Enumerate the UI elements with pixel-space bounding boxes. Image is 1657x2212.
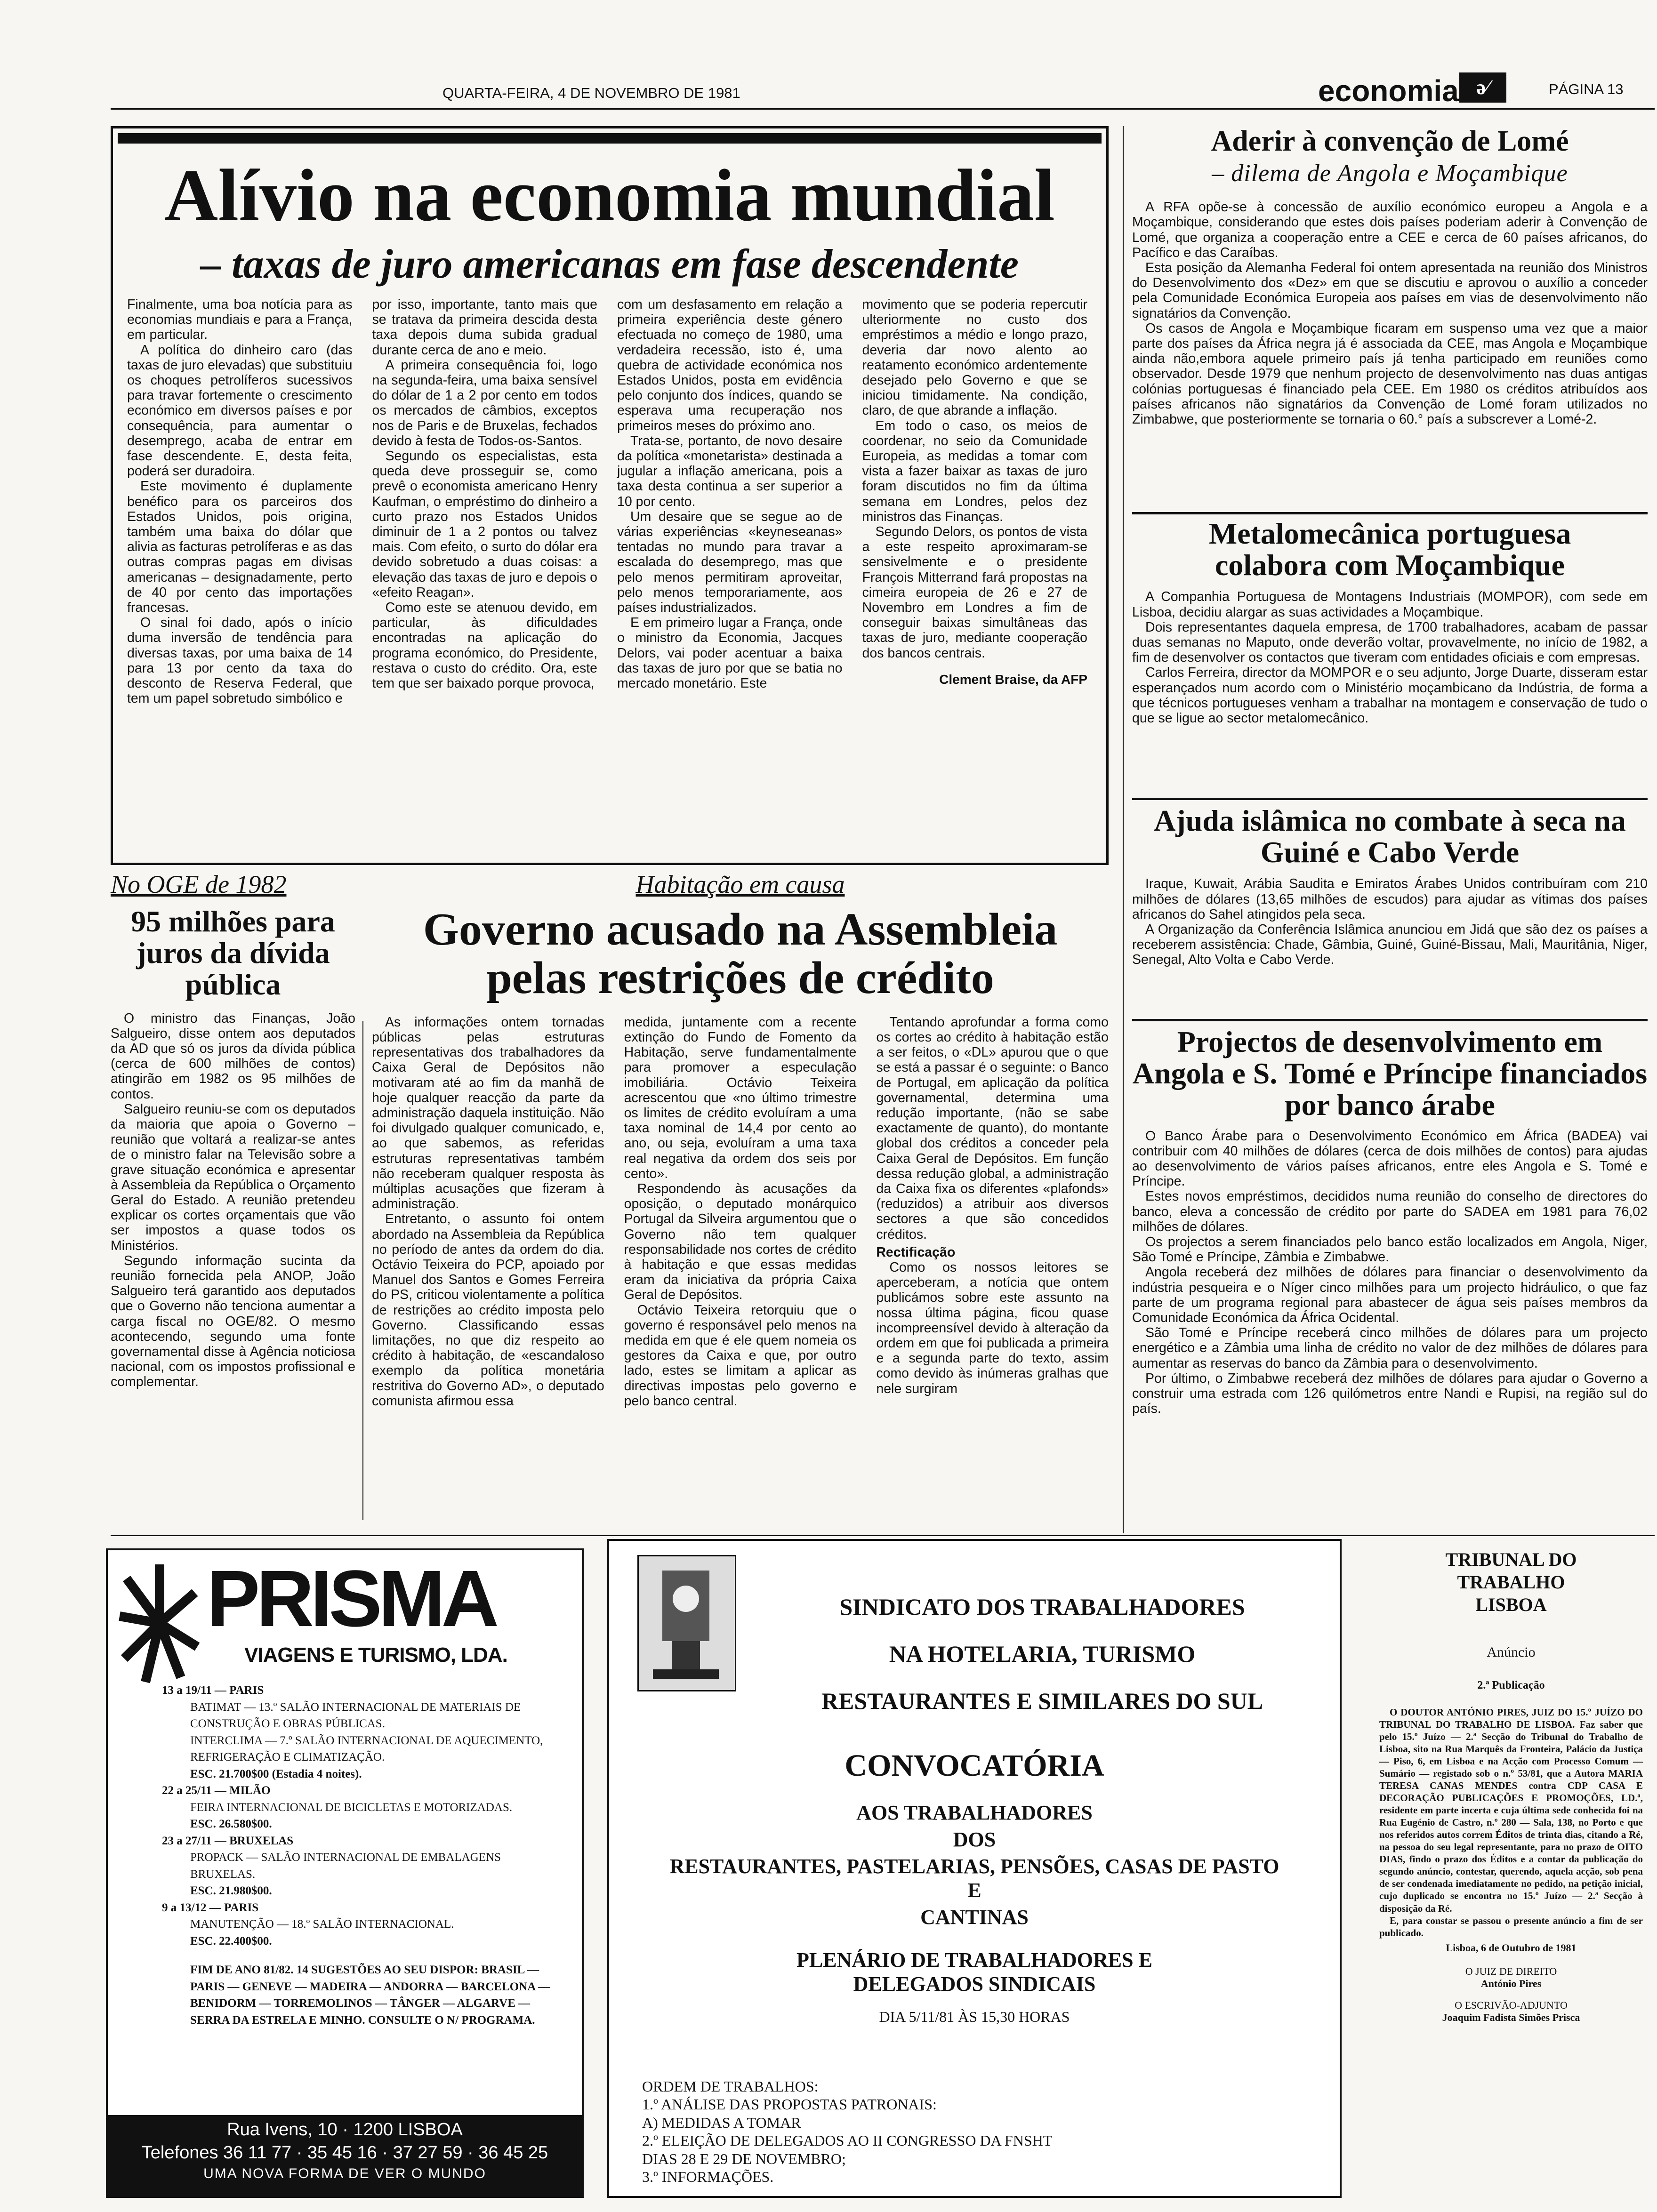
lome-p: A RFA opõe-se à concessão de auxílio económico europeu a Angola e a Moçambique, considerando que estes dois países poderiam aderir à Convenção de Lomé, que organiza a cooperação entre a CEE e cerca de 60 países africanos, do Pacífico e das Caraíbas. — [1132, 200, 1648, 260]
islamica-p: Iraque, Kuwait, Arábia Saudita e Emiratos Árabes Unidos contribuíram com 210 milhões de dólares (13,65 milhões de escudos) para ajudar as vítimas dos países africanos do Sahel atingidos pela seca. — [1132, 876, 1648, 922]
sindicato-head2: NA HOTELARIA, TURISMO — [889, 1641, 1196, 1667]
metalo-title: Metalomecânica portuguesa colabora com Moçambique — [1208, 517, 1571, 582]
habitacao-p: Tentando aprofundar a forma como os cortes ao crédito à habitação estão a ser feitos, o «DL» apurou que o que se está a passar é o seguinte: o Banco de Portugal, em aplicação da política governamental, determina uma redução importante, (não se sabe exactamente de quanto), do montante global dos créditos a conceder pela Caixa Geral de Depósitos. Em função dessa redução global, a administração da Caixa fixa os diferentes «plafonds» (reduzidos) a atribuir aos diversos sectores a que são concedidos créditos. — [876, 1014, 1109, 1242]
lead-p: A política do dinheiro caro (das taxas de juro elevadas) que substituiu os choques petrolíferos sucessivos para travar fortemente o crescimento económico em diversos países e por consequência, para aumentar o desemprego, acaba de entrar em fase descendente. E, desta feita, poderá ser duradoira. — [127, 342, 353, 479]
habitacao-col-1 — [372, 1015, 604, 1409]
sectores-list: RESTAURANTES, PASTELARIAS, PENSÕES, CASAS DE PASTO — [669, 1855, 1279, 1878]
tribunal-body: O DOUTOR ANTÓNIO PIRES, JUIZ DO 15.º JUÍZO DO TRIBUNAL DO TRABALHO DE LISBOA. Faz saber que pelo 15.º Juízo — 2.ª Secção do Tribunal do Trabalho de Lisboa, sito na Rua Marquês da Fronteira, Palácio da Justiça — Piso, 6, em Lisboa e na Acção com Processo Comum — Sumário — registado sob o n.º 53/81, que a Autora MARIA TERESA CANAS MENDES contra CDP CASA E DECORAÇÃO PUBLICAÇÕES E PROMOÇÕES, LD.ª, residente em parte incerta e cuja última sede conhecida foi na Rua Eugénio de Castro, n.º 280 — Sala, 138, no Porto e que nos referidos autos correm Éditos de trinta dias, citando a Ré, na pessoa do seu legal representante, para no prazo de OITO DIAS, findo o prazo dos Éditos e a contar da publicação do segundo anúncio, contestar, querendo, aquela acção, sob pena de ser condenada imediatamente no pedido, na petição inicial, cujo duplicado se encontra no 15.º Juízo — 2.ª Secção à disposição da Ré. — [1379, 1707, 1643, 1914]
lead-p: movimento que se poderia repercutir ulteriormente no custo dos empréstimos a médio e longo prazo, deveria dar novo alento ao reatamento económico ardentemente desejado pelo Governo e que se iniciou timidamente. Na condição, claro, de que abrande a inflação. — [862, 297, 1087, 418]
projectos-article — [1132, 1026, 1648, 1534]
lead-body — [127, 297, 1087, 706]
ordem-line: ORDEM DE TRABALHOS: — [642, 2078, 819, 2095]
rectificacao-text: Como os nossos leitores se aperceberam, a notícia que ontem publicámos sobre este assunto na nossa última página, ficou quase incompreensível devido à alteração da ordem em que foi publicada a primeira e a segunda parte do texto, assim como devido às inúmeras gralhas que nele surgiram — [876, 1260, 1109, 1396]
divider — [1132, 798, 1648, 800]
tribunal-date: Lisboa, 6 de Outubro de 1981 — [1446, 1941, 1577, 1954]
tribunal-notice — [1379, 1548, 1643, 2198]
oge-kicker: No OGE de 1982 — [111, 870, 287, 898]
sindicato-emblem — [637, 1555, 736, 1691]
islamica-article — [1132, 805, 1648, 1017]
oge-p: Segundo informação sucinta da reunião fornecida pela ANOP, João Salgueiro terá garantido aos deputados que o Governo não tenciona aumentar a carga fiscal no OGE/82. O mesmo acontecendo, segundo uma fonte governamental disse à Agência noticiosa nacional, com os impostos profissional e complementar. — [111, 1253, 355, 1390]
habitacao-col-3 — [876, 1015, 1109, 1409]
oge-p: O ministro das Finanças, João Salgueiro, disse ontem aos deputados da AD que só os juros da dívida pública (cerca de 600 milhões de contos) atingirão em 1982 os 95 milhões de contos. — [111, 1010, 355, 1102]
right-column-rule — [1123, 126, 1124, 1533]
prisma-line: ESC. 22.400$00. — [190, 1934, 272, 1948]
projectos-p: O Banco Árabe para o Desenvolvimento Económico em África (BADEA) vai contribuir com 40 milhões de dólares (cerca de dois milhões de contos) para ajudas ao desenvolvimento de vários países africanos, entre eles Angola e S. Tomé e Príncipe. — [1132, 1128, 1648, 1189]
prisma-footer — [108, 2115, 582, 2196]
prisma-phones: Telefones 36 11 77 · 35 45 16 · 37 27 59 · 36 45 25 — [141, 2143, 548, 2163]
lome-subtitle: – dilema de Angola e Moçambique — [1212, 160, 1568, 187]
islamica-title: Ajuda islâmica no combate à seca na Guiné e Cabo Verde — [1154, 804, 1626, 869]
lome-article — [1132, 126, 1648, 512]
sindicato-ad — [607, 1539, 1342, 2198]
prisma-line: 23 a 27/11 — BRUXELAS — [162, 1834, 294, 1847]
lead-p: Segundo Delors, os pontos de vista a este respeito aproximaram-se sensivelmente e o presidente François Mitterrand fará propostas na cimeira europeia de 26 e 27 de Novembro em Londres a fim de conseguir baixas simultâneas das taxas de juro, mediante cooperação dos bancos centrais. — [862, 524, 1087, 661]
ordem-line: 1.º ANÁLISE DAS PROPOSTAS PATRONAIS: — [642, 2096, 937, 2113]
metalo-p: Carlos Ferreira, director da MOMPOR e o seu adjunto, Jorge Duarte, disseram estar esperançados num acordo com o Ministério moçambicano da Indústria, de forma a que técnicos portugueses venham a trabalhar na montagem e conservação de tudo o que se ligue ao sector metalomecânico. — [1132, 665, 1648, 726]
prisma-listing — [162, 1682, 567, 2028]
prisma-line: MANUTENÇÃO — 18.º SALÃO INTERNACIONAL. — [190, 1918, 454, 1931]
dia: DIA 5/11/81 ÀS 15,30 HORAS — [879, 2008, 1070, 2025]
tribunal-juiz-label: O JUIZ DE DIREITO — [1465, 1965, 1557, 1977]
lead-signature: Clement Braise, da AFP — [939, 672, 1087, 687]
lead-p: E em primeiro lugar a França, onde o ministro da Economia, Jacques Delors, vai poder acentuar a baixa das taxas de juro por que se batia no mercado monetário. Este — [617, 615, 843, 691]
prisma-line: ESC. 21.700$00 (Estadia 4 noites). — [190, 1767, 362, 1780]
ordem-line: 2.º ELEIÇÃO DE DELEGADOS AO II CONGRESSO DA FNSHT — [642, 2132, 1053, 2149]
lead-p: Trata-se, portanto, de novo desaire da política «monetarista» destinada a jugular a inflação americana, pois a taxa desta continua a ser superior a 10 por cento. — [617, 433, 843, 509]
page-number: PÁGINA 13 — [1549, 81, 1624, 97]
prisma-line: 22 a 25/11 — MILÃO — [162, 1784, 271, 1797]
lome-title: Aderir à convenção de Lomé — [1211, 125, 1569, 157]
masthead-rule — [111, 108, 1655, 110]
projectos-p: Estes novos empréstimos, decididos numa reunião do conselho de directores do banco, eleva a concessão de crédito por parte do SADEA em 1981 para 76,02 milhões de dólares. — [1132, 1189, 1648, 1234]
lead-subtitle: – taxas de juro americanas em fase descendente — [201, 241, 1019, 287]
lead-p: Como este se atenuou devido, em particular, às dificuldades encontradas na aplicação do programa económico, do Presidente, restava o custo do crédito. Ora, este tem que ser baixado porque provoca, — [372, 600, 597, 691]
oge-body — [111, 1011, 355, 1390]
section-logo: ə⁄ — [1459, 72, 1506, 103]
habitacao-p: Respondendo às acusações da oposição, o deputado monárquico Portugal da Silveira argumentou que o Governo não tem qualquer responsabilidade nos cortes de crédito à habitação e que essas medidas eram da iniciativa da própria Caixa Geral de Depósitos. — [624, 1181, 857, 1303]
ordem-de-trabalhos — [642, 2077, 1301, 2186]
ordem-line: A) MEDIDAS A TOMAR — [642, 2114, 801, 2131]
tribunal-escrivao-label: O ESCRIVÃO-ADJUNTO — [1455, 1999, 1568, 2011]
tribunal-anuncio: Anúncio — [1487, 1644, 1536, 1660]
prisma-ad — [106, 1548, 584, 2198]
dos: DOS — [953, 1828, 996, 1851]
prisma-line: BATIMAT — 13.º SALÃO INTERNACIONAL DE MATERIAIS DE CONSTRUÇÃO E OBRAS PÚBLICAS. — [190, 1700, 521, 1730]
oge-article — [111, 870, 355, 1533]
prisma-line: FEIRA INTERNACIONAL DE BICICLETAS E MOTORIZADAS. — [190, 1801, 513, 1814]
lead-p: A primeira consequência foi, logo na segunda-feira, uma baixa sensível do dólar de 1 a 2 por cento em todos os mercados de câmbios, exceptos nos de Paris e de Bruxelas, fechados devido à festa de Todos-os-Santos. — [372, 357, 597, 449]
prisma-line: INTERCLIMA — 7.º SALÃO INTERNACIONAL DE AQUECIMENTO, REFRIGERAÇÃO E CLIMATIZAÇÃO. — [190, 1734, 543, 1763]
lome-p: Esta posição da Alemanha Federal foi ontem apresentada na reunião dos Ministros do Desenvolvimento dos «Dez» em que se discutiu e aprovou o auxílio a conceder pela Comunidade Económica Europeia aos países em vias de desenvolvimento não signatários da Convenção. — [1132, 260, 1648, 321]
prisma-logo: PRISMA — [207, 1554, 496, 1643]
prisma-sunburst-icon — [117, 1560, 202, 1687]
lead-p: O sinal foi dado, após o início duma inversão de tendência para diversas taxas, por uma baixa de 14 para 13 por cento da taxa do desconto de Reserva Federal, que tem um papel sobretudo simbólico e — [127, 615, 353, 706]
lead-p: com um desfasamento em relação a primeira experiência deste género efectuada no começo de 1980, uma verdadeira recessão, isto é, uma quebra de actividade económica nos Estados Unidos, posta em evidência pelo conjunto dos índices, quando se esperava uma recuperação nos primeiros meses do próximo ano. — [617, 297, 843, 433]
habitacao-p: medida, juntamente com a recente extinção do Fundo de Fomento da Habitação, serve fundamentalmente para promover a especulação imobiliária. Octávio Teixeira acrescentou que «no último trimestre os limites de crédito evoluíram a uma taxa nominal de 14,4 por cento ao ano, ou seja, evoluíram a uma taxa real negativa da ordem dos seis por cento». — [624, 1014, 857, 1181]
lead-p: Este movimento é duplamente benéfico para os parceiros dos Estados Unidos, pois origina, também uma baixa do dólar que alivia as facturas petrolíferas e as das outras compras pagas em divisas americanas – designadamente, perto de 40 por cento das importações francesas. — [127, 479, 353, 616]
plenario: PLENÁRIO DE TRABALHADORES E DELEGADOS SINDICAIS — [796, 1948, 1152, 1996]
lome-body — [1132, 200, 1648, 427]
masthead — [0, 71, 1657, 108]
lead-article — [111, 126, 1109, 865]
sindicato-head3: RESTAURANTES E SIMILARES DO SUL — [821, 1688, 1263, 1714]
lead-col-2 — [372, 297, 598, 706]
prisma-tagline: VIAGENS E TURISMO, LDA. — [244, 1643, 507, 1667]
convocatoria: CONVOCATÓRIA — [845, 1748, 1104, 1783]
rectificacao-title: Rectificação — [876, 1244, 956, 1260]
masthead-section: economia — [1318, 74, 1459, 108]
lead-col-3 — [617, 297, 843, 706]
prisma-slogan: UMA NOVA FORMA DE VER O MUNDO — [203, 2166, 486, 2181]
projectos-p: Angola receberá dez milhões de dólares para financiar o desenvolvimento da indústria pesqueira e o Níger cinco milhões para um projecto hidráulico, o que faz parte de um programa regional para abastecer de água seis países membros da Comunidade Económica da África Ocidental. — [1132, 1265, 1648, 1325]
metalo-body — [1132, 589, 1648, 726]
metalo-p: A Companhia Portuguesa de Montagens Industriais (MOMPOR), com sede em Lisboa, decidiu alargar as suas actividades a Moçambique. — [1132, 589, 1648, 620]
e: E — [967, 1879, 981, 1902]
metalo-article — [1132, 518, 1648, 791]
tribunal-publicacao: 2.ª Publicação — [1477, 1679, 1545, 1691]
prisma-line: PROPACK — SALÃO INTERNACIONAL DE EMBALAGENS BRUXELAS. — [190, 1851, 501, 1881]
tribunal-juiz: António Pires — [1480, 1977, 1542, 1989]
habitacao-p: Entretanto, o assunto foi ontem abordado na Assembleia da República no período de antes da ordem do dia. Octávio Teixeira do PCP, apoiado por Manuel dos Santos e Gomes Ferreira do PS, criticou violentamente a política de restrições ao crédito imposta pelo Governo. Classificando essas limitações, no que diz respeito ao crédito à habitação, de «escandaloso exemplo da política monetária restritiva do Governo AD», o deputado comunista afirmou essa — [372, 1211, 604, 1409]
ordem-line: 3.º INFORMAÇÕES. — [642, 2168, 774, 2185]
lead-col-1 — [127, 297, 353, 706]
sindicato-body — [609, 1748, 1340, 2026]
lead-title: Alívio na economia mundial — [164, 154, 1055, 237]
oge-p: Salgueiro reuniu-se com os deputados da maioria que apoia o Governo – reunião que voltará a realizar-se antes de o ministro falar na Televisão sobre a grave situação económica e apresentar à Assembleia da República o Orçamento Geral do Estado. A reunião pretendeu explicar os cortes orçamentais que vão ser impostos a quase todos os Ministérios. — [111, 1101, 355, 1253]
habitacao-body — [372, 1015, 1109, 1409]
prisma-line: 9 a 13/12 — PARIS — [162, 1901, 259, 1914]
column-rule — [362, 1021, 363, 1520]
ordem-line: DIAS 28 E 29 DE NOVEMBRO; — [642, 2150, 846, 2167]
habitacao-p: Octávio Teixeira retorquiu que o governo é responsável pelo menos na medida em que é ele quem nomeia os gestores da Caixa e que, por outro lado, estes se limitam a aplicar as directivas impostas pelo governo e pelo banco central. — [624, 1302, 857, 1409]
prisma-promo: FIM DE ANO 81/82. 14 SUGESTÕES AO SEU DISPOR: BRASIL — PARIS — GENEVE — MADEIRA — ANDORRA — BARCELONA — BENIDORM — TORREMOLINOS — TÂNGER — ALGARVE — SERRA DA ESTRELA E MINHO. CONSULTE O N/ PROGRAMA. — [190, 1964, 550, 2027]
projectos-p: Por último, o Zimbabwe receberá dez milhões de dólares para ajudar o Governo a construir uma estrada com 126 quilómetros entre Nandi e Rupisi, na região sul do país. — [1132, 1370, 1648, 1417]
habitacao-kicker: Habitação em causa — [635, 870, 845, 898]
coffee-machine-icon — [639, 1556, 735, 1690]
lead-p: Segundo os especialistas, esta queda deve prosseguir se, como prevê o economista americano Henry Kaufman, o empréstimo do dinheiro a curto prazo nos Estados Unidos diminuir de 1 a 2 pontos ou talvez mais. Com efeito, o surto do dólar era devido sobretudo a duas coisas: a elevação das taxas de juro e depois o «efeito Reagan». — [372, 449, 597, 600]
projectos-p: Os projectos a serem financiados pelo banco estão localizados em Angola, Niger, São Tomé e Príncipe, Zâmbia e Zimbabwe. — [1132, 1234, 1648, 1265]
lead-p: Finalmente, uma boa notícia para as economias mundiais e para a França, em particular. — [127, 297, 353, 343]
habitacao-article — [372, 870, 1109, 1533]
cantinas: CANTINAS — [920, 1906, 1029, 1929]
prisma-line: ESC. 26.580$00. — [190, 1818, 272, 1830]
lome-p: Os casos de Angola e Moçambique ficaram em suspenso uma vez que a maior parte dos países da África negra já é associada da CEE, mas Angola e Moçambique ainda não,embora aquele primeiro país já tenha participado em reuniões como observador. Desde 1979 que nenhum projecto de desenvolvimento nas duas antigas colónias portuguesas é financiado pela CEE. Em 1980 os créditos atribuídos aos países africanos não signatários da Convenção de Lomé foram utilizados no Zimbabwe, que posteriormente se tornaria o 60.° país a subscrever a Lomé-2. — [1132, 321, 1648, 427]
habitacao-title: Governo acusado na Assembleia pelas restrições de crédito — [423, 904, 1058, 1003]
aos-trabalhadores: AOS TRABALHADORES — [856, 1801, 1093, 1824]
islamica-body — [1132, 876, 1648, 967]
prisma-address: Rua Ivens, 10 · 1200 LISBOA — [227, 2120, 463, 2140]
projectos-p: São Tomé e Príncipe receberá cinco milhões de dólares para um projecto energético e a Zâmbia uma linha de crédito no valor de dez milhões de dólares para aumentar as reservas do banco da Zâmbia para o desenvolvimento. — [1132, 1325, 1648, 1371]
prisma-line: 13 a 19/11 — PARIS — [162, 1684, 264, 1697]
masthead-date: QUARTA-FEIRA, 4 DE NOVEMBRO DE 1981 — [442, 85, 740, 101]
divider — [1132, 1019, 1648, 1021]
lead-p: Um desaire que se segue ao de várias experiências «keyneseanas» tentadas no mundo para travar a escalada do desemprego, mas que pelo menos permitiram aproveitar, pelo menos temporariamente, aos países industrializados. — [617, 509, 843, 616]
sindicato-header — [750, 1583, 1334, 1724]
lead-p: Em todo o caso, os meios de coordenar, no seio da Comunidade Europeia, as medidas a tomar com vista a fazer baixar as taxas de juro foram discutidos no fim da última semana em Londres, pelos dez ministros das Finanças. — [862, 418, 1087, 524]
habitacao-p: As informações ontem tornadas públicas pelas estruturas representativas dos trabalhadores da Caixa Geral de Depósitos não motivaram até ao fim da manhã de hoje qualquer reacção da parte da administração daquela instituição. Não foi divulgado qualquer comunicado, e, ao que sabemos, as referidas estruturas representativas também não receberam qualquer resposta às múltiplas acusações que fizeram à administração. — [372, 1014, 604, 1212]
lead-col-4 — [862, 297, 1088, 706]
projectos-body — [1132, 1129, 1648, 1417]
tribunal-title: TRIBUNAL DO TRABALHO LISBOA — [1445, 1549, 1577, 1615]
tribunal-escrivao: Joaquim Fadista Simões Prisca — [1442, 2011, 1580, 2023]
tribunal-closing: E, para constar se passou o presente anúncio a fim de ser publicado. — [1379, 1915, 1643, 1939]
divider — [1132, 512, 1648, 514]
projectos-title: Projectos de desenvolvimento em Angola e S. Tomé e Príncipe financiados por banco árabe — [1132, 1025, 1648, 1122]
prisma-line: ESC. 21.980$00. — [190, 1884, 272, 1897]
oge-title: 95 milhões para juros da dívida pública — [131, 905, 335, 1002]
lead-top-bar — [118, 133, 1102, 144]
ad-separator — [111, 1535, 1655, 1536]
sindicato-head1: SINDICATO DOS TRABALHADORES — [839, 1594, 1245, 1620]
habitacao-col-2 — [624, 1015, 857, 1409]
islamica-p: A Organização da Conferência Islâmica anunciou em Jidá que são dez os países a receberem assistência: Chade, Gâmbia, Guiné, Guiné-Bissau, Mali, Mauritânia, Niger, Senegal, Alto Volta e Cabo Verde. — [1132, 922, 1648, 968]
lead-p: por isso, importante, tanto mais que se tratava da primeira descida desta taxa depois duma subida gradual durante cerca de ano e meio. — [372, 297, 597, 358]
metalo-p: Dois representantes daquela empresa, de 1700 trabalhadores, acabam de passar duas semanas no Maputo, onde deverão voltar, provavelmente, no início de 1982, a fim de desenvolver os contactos que tiveram com entidades oficiais e com empresas. — [1132, 619, 1648, 665]
